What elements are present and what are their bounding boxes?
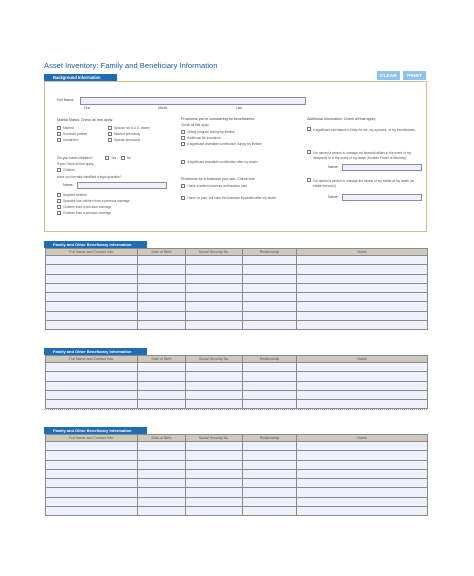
column-header: Full Name and Contact Info. (46, 356, 138, 363)
table-row (46, 460, 428, 469)
table-cell-input[interactable] (297, 311, 428, 320)
spouse-not-citizen-label: Spouse not a U.S. citizen (114, 126, 150, 130)
family-beneficiary-tab-1: Family and Other Beneficiary Information (44, 241, 147, 248)
table-cell-input[interactable] (186, 293, 243, 302)
first-label: First (84, 106, 91, 110)
table-cell-input[interactable] (297, 363, 428, 372)
table-cell-input[interactable] (46, 497, 138, 506)
column-header: Relationship (243, 356, 297, 363)
table-cell-input[interactable] (138, 381, 186, 390)
table-row (46, 497, 428, 506)
table-cell-input[interactable] (243, 363, 297, 372)
clear-button[interactable]: CLEAR (377, 71, 400, 80)
provisions-subheader: Check all that apply. (181, 123, 210, 127)
column-header: Date of Birth (138, 356, 186, 363)
previous-marriage-2-label: Children from a previous marriage (63, 211, 112, 215)
table-cell-input[interactable] (138, 400, 186, 409)
life-insurance-label: Additional life insurance (187, 136, 221, 140)
table-cell-input[interactable] (297, 321, 428, 330)
charitable-lifetime-label: A significant charitable contribution during my lifetime (187, 142, 262, 146)
table-cell-input[interactable] (243, 488, 297, 497)
table-cell-input[interactable] (243, 451, 297, 460)
table-cell-input[interactable] (297, 507, 428, 516)
table-cell-input[interactable] (186, 381, 243, 390)
table-cell-input[interactable] (138, 321, 186, 330)
table-cell-input[interactable] (138, 469, 186, 478)
table-row (46, 451, 428, 460)
table-cell-input[interactable] (186, 479, 243, 488)
table-cell-input[interactable] (138, 302, 186, 311)
table-cell-input[interactable] (138, 507, 186, 516)
children-yes-checkbox[interactable] (105, 156, 109, 160)
financial-agent-name-input[interactable] (342, 164, 422, 171)
full-name-label: Full Name: (57, 98, 75, 102)
column-header: Notes (297, 249, 428, 256)
business-plan-label: I have a written business continuation plan. (187, 184, 248, 188)
gifting-checkbox[interactable] (181, 130, 185, 134)
beneficiary-table-1 (45, 248, 428, 330)
table-cell-input[interactable] (297, 256, 428, 265)
spouse-children-label: Spouses has children from a previous marriage (63, 199, 130, 203)
column-header: Date of Birth (138, 249, 186, 256)
table-cell-input[interactable] (138, 372, 186, 381)
table-cell-input[interactable] (138, 311, 186, 320)
children-label: Children (63, 168, 75, 172)
table-cell-input[interactable] (186, 400, 243, 409)
column-header: Relationship (243, 249, 297, 256)
section-divider (44, 409, 427, 410)
table-cell-input[interactable] (297, 274, 428, 283)
table-row (46, 381, 428, 390)
column-header: Social Security No. (186, 356, 243, 363)
table-cell-input[interactable] (297, 302, 428, 311)
table-row (46, 265, 428, 274)
guardian-question: Have you formally identified a legal guardian? (57, 175, 122, 179)
adopted-children-label: Adopted children (63, 193, 87, 197)
table-row (46, 479, 428, 488)
table-cell-input[interactable] (297, 390, 428, 399)
children-no-checkbox[interactable] (121, 156, 125, 160)
table-cell-input[interactable] (297, 488, 428, 497)
table-cell-input[interactable] (46, 469, 138, 478)
beneficiary-table-3 (45, 434, 428, 516)
column-header: Full Name and Contact Info. (46, 249, 138, 256)
table-cell-input[interactable] (46, 451, 138, 460)
table-cell-input[interactable] (46, 321, 138, 330)
gifting-label: Gifting program during my lifetime (187, 130, 235, 134)
table-cell-input[interactable] (297, 451, 428, 460)
table-row (46, 311, 428, 320)
table-cell-input[interactable] (186, 372, 243, 381)
no-label: No (127, 156, 132, 160)
table-cell-input[interactable] (138, 442, 186, 451)
guardian-name-label: Name: (63, 183, 74, 187)
page-title: Asset Inventory: Family and Beneficiary Information (44, 61, 218, 70)
spouse-not-citizen-checkbox[interactable] (108, 126, 112, 130)
table-row (46, 274, 428, 283)
table-cell-input[interactable] (138, 497, 186, 506)
table-row (46, 442, 428, 451)
column-header: Notes (297, 356, 428, 363)
column-header: Date of Birth (138, 435, 186, 442)
table-row (46, 400, 428, 409)
married-previously-checkbox[interactable] (108, 132, 112, 136)
table-row (46, 488, 428, 497)
spouse-previously-checkbox[interactable] (108, 138, 112, 142)
financial-agent-checkbox[interactable] (307, 150, 311, 154)
family-beneficiary-tab-3: Family and Other Beneficiary Information (44, 427, 147, 434)
life-insurance-checkbox[interactable] (181, 136, 185, 140)
beneficiary-table-2 (45, 355, 428, 409)
table-cell-input[interactable] (46, 256, 138, 265)
if-yes-label: If yes Check all that apply. (57, 162, 94, 166)
table-cell-input[interactable] (46, 488, 138, 497)
table-cell-input[interactable] (243, 283, 297, 292)
business-plan-checkbox[interactable] (181, 184, 185, 188)
print-button[interactable]: PRINT (403, 71, 426, 80)
table-cell-input[interactable] (186, 390, 243, 399)
spouse-children-checkbox[interactable] (57, 199, 61, 203)
table-cell-input[interactable] (46, 479, 138, 488)
table-cell-input[interactable] (186, 442, 243, 451)
table-row (46, 390, 428, 399)
table-cell-input[interactable] (243, 497, 297, 506)
guardian-name-input[interactable] (77, 182, 167, 189)
executor-label: I've named a person to manage the assets of my estate at my death (an estate executor). (313, 179, 415, 189)
inheritance-checkbox[interactable] (307, 127, 311, 131)
table-cell-input[interactable] (297, 265, 428, 274)
table-row (46, 372, 428, 381)
table-cell-input[interactable] (138, 363, 186, 372)
table-cell-input[interactable] (243, 460, 297, 469)
married-label: Married (63, 126, 74, 130)
previous-marriage-2-checkbox[interactable] (57, 211, 61, 215)
provisions-header: Provisions you're considering for beneficiaries: (181, 117, 255, 121)
table-cell-input[interactable] (297, 479, 428, 488)
table-row (46, 363, 428, 372)
table-cell-input[interactable] (243, 442, 297, 451)
table-cell-input[interactable] (46, 400, 138, 409)
table-cell-input[interactable] (138, 274, 186, 283)
table-cell-input[interactable] (186, 507, 243, 516)
charitable-death-label: A significant charitable contribution after my death (187, 160, 258, 164)
executor-checkbox[interactable] (307, 178, 311, 182)
table-cell-input[interactable] (186, 311, 243, 320)
financial-agent-label: I've named a person to manage my financial affairs in the event of my incapacity or in the event of my death (Durable Power of Attorney). (313, 151, 411, 161)
table-header-row (46, 249, 428, 256)
business-liquidate-label: I have no plan, but have the business liquidated after my death. (187, 196, 277, 200)
full-name-input[interactable] (80, 97, 306, 105)
table-cell-input[interactable] (138, 479, 186, 488)
table-cell-input[interactable] (186, 256, 243, 265)
table-cell-input[interactable] (243, 274, 297, 283)
table-row (46, 283, 428, 292)
table-row (46, 469, 428, 478)
table-cell-input[interactable] (186, 274, 243, 283)
table-cell-input[interactable] (46, 460, 138, 469)
table-cell-input[interactable] (243, 321, 297, 330)
married-previously-label: Married previously (114, 132, 141, 136)
domestic-partner-checkbox[interactable] (57, 132, 61, 136)
table-cell-input[interactable] (186, 321, 243, 330)
business-liquidate-checkbox[interactable] (181, 196, 185, 200)
domestic-partner-label: Domestic partner (63, 132, 88, 136)
table-cell-input[interactable] (138, 256, 186, 265)
inheritance-label: A significant inheritance is likely for me, my spouses, or my beneficiaries. (313, 128, 416, 132)
table-cell-input[interactable] (243, 469, 297, 478)
marital-status-label: Marital Status: Check all that apply. (57, 118, 114, 122)
table-cell-input[interactable] (186, 488, 243, 497)
table-cell-input[interactable] (46, 311, 138, 320)
table-cell-input[interactable] (186, 451, 243, 460)
business-header: Provisions for a business you own. Check one: (181, 177, 256, 181)
table-cell-input[interactable] (297, 283, 428, 292)
column-header: Social Security No. (186, 435, 243, 442)
middle-label: Middle (158, 106, 168, 110)
table-cell-input[interactable] (243, 311, 297, 320)
adopted-children-checkbox[interactable] (57, 193, 61, 197)
table-cell-input[interactable] (297, 497, 428, 506)
table-cell-input[interactable] (243, 256, 297, 265)
column-header: Relationship (243, 435, 297, 442)
charitable-lifetime-checkbox[interactable] (181, 142, 185, 146)
table-cell-input[interactable] (186, 302, 243, 311)
column-header: Social Security No. (186, 249, 243, 256)
yes-label: Yes (111, 156, 117, 160)
last-label: Last (236, 106, 243, 110)
table-cell-input[interactable] (138, 293, 186, 302)
table-cell-input[interactable] (297, 381, 428, 390)
table-cell-input[interactable] (243, 293, 297, 302)
table-cell-input[interactable] (186, 469, 243, 478)
table-cell-input[interactable] (138, 390, 186, 399)
table-header-row (46, 356, 428, 363)
table-cell-input[interactable] (46, 442, 138, 451)
executor-name-label: Name: (328, 195, 339, 199)
table-cell-input[interactable] (243, 507, 297, 516)
spouse-previously-label: Spouse previously (114, 138, 141, 142)
table-cell-input[interactable] (138, 488, 186, 497)
table-row (46, 293, 428, 302)
table-row (46, 256, 428, 265)
table-cell-input[interactable] (186, 283, 243, 292)
table-cell-input[interactable] (46, 274, 138, 283)
unmarried-checkbox[interactable] (57, 138, 61, 142)
family-beneficiary-tab-2: Family and Other Beneficiary Information (44, 348, 147, 355)
financial-agent-name-label: Name: (328, 165, 339, 169)
table-header-row (46, 435, 428, 442)
table-cell-input[interactable] (186, 497, 243, 506)
background-info-panel (44, 81, 427, 232)
table-cell-input[interactable] (46, 381, 138, 390)
table-cell-input[interactable] (46, 293, 138, 302)
table-cell-input[interactable] (297, 442, 428, 451)
children-question: Do you have children? (57, 156, 93, 160)
children-checkbox[interactable] (57, 168, 61, 172)
column-header: Full Name and Contact Info. (46, 435, 138, 442)
unmarried-label: Unmarried (63, 138, 78, 142)
table-cell-input[interactable] (297, 372, 428, 381)
background-info-tab: Background Information (44, 74, 117, 81)
column-header: Notes (297, 435, 428, 442)
table-cell-input[interactable] (138, 451, 186, 460)
previous-marriage-checkbox[interactable] (57, 205, 61, 209)
table-cell-input[interactable] (186, 460, 243, 469)
table-cell-input[interactable] (138, 265, 186, 274)
table-cell-input[interactable] (46, 507, 138, 516)
table-cell-input[interactable] (138, 283, 186, 292)
married-checkbox[interactable] (57, 126, 61, 130)
table-cell-input[interactable] (243, 381, 297, 390)
table-row (46, 321, 428, 330)
table-cell-input[interactable] (243, 302, 297, 311)
previous-marriage-label: Children from a previous marriage (63, 205, 112, 209)
table-cell-input[interactable] (297, 460, 428, 469)
table-cell-input[interactable] (186, 363, 243, 372)
table-cell-input[interactable] (186, 265, 243, 274)
table-cell-input[interactable] (46, 390, 138, 399)
table-row (46, 507, 428, 516)
table-cell-input[interactable] (243, 400, 297, 409)
table-cell-input[interactable] (243, 372, 297, 381)
table-cell-input[interactable] (243, 265, 297, 274)
table-cell-input[interactable] (46, 265, 138, 274)
table-cell-input[interactable] (46, 372, 138, 381)
table-cell-input[interactable] (46, 302, 138, 311)
executor-name-input[interactable] (342, 194, 422, 201)
charitable-death-checkbox[interactable] (181, 160, 185, 164)
table-cell-input[interactable] (243, 390, 297, 399)
additional-info-header: Additional Information: Check all that apply. (307, 117, 376, 121)
table-cell-input[interactable] (297, 469, 428, 478)
table-cell-input[interactable] (297, 400, 428, 409)
table-row (46, 302, 428, 311)
table-cell-input[interactable] (297, 293, 428, 302)
table-cell-input[interactable] (243, 479, 297, 488)
table-cell-input[interactable] (46, 363, 138, 372)
table-cell-input[interactable] (46, 283, 138, 292)
table-cell-input[interactable] (138, 460, 186, 469)
